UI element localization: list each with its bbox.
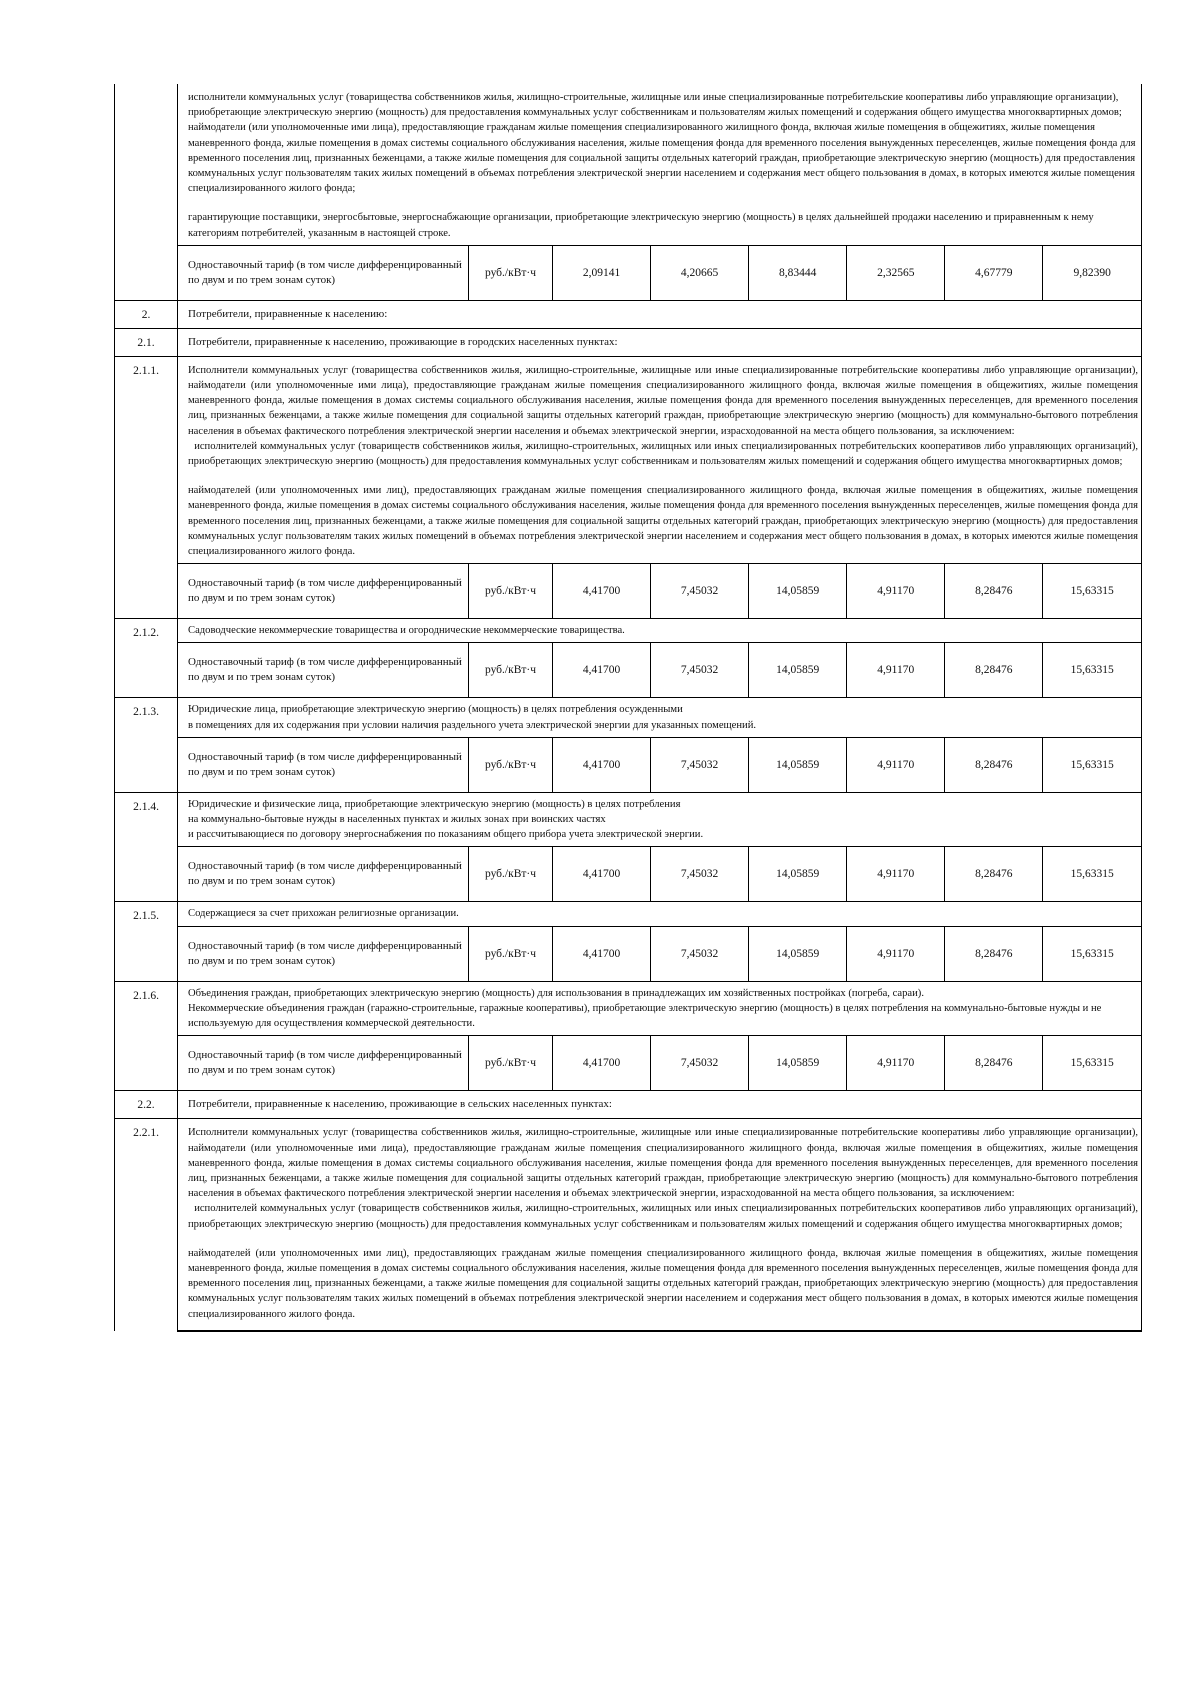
tariff-value: 8,28476	[945, 643, 1043, 698]
tariff-value: 14,05859	[749, 737, 847, 792]
tariff-row	[178, 737, 1141, 792]
tariff-value: 4,91170	[847, 564, 945, 619]
section-title: Потребители, приравненные к населению, проживающие в городских населенных пунктах:	[188, 335, 618, 348]
tariff-row-table	[178, 245, 1141, 300]
item-text	[178, 357, 1141, 563]
item-content	[178, 698, 1142, 792]
tariff-value: 4,91170	[847, 847, 945, 902]
paragraph: исполнителей коммунальных услуг (товариществ собственников жилья, жилищно-строительных, жилищных или иных специализированных потребительских кооперативов либо управляющих организаций), приобретающих электрическую энергию (мощность) для предоставления коммунальных услуг собственникам и пользователям жилых помещений и содержания общего имущества многоквартирных домов;	[188, 1203, 1141, 1230]
tariff-value: 15,63315	[1043, 564, 1141, 619]
section-title: Потребители, приравненные к населению, проживающие в сельских населенных пунктах:	[188, 1098, 612, 1111]
tariff-name: Одноставочный тариф (в том числе дифференцированный по двум и по трем зонам суток)	[178, 1036, 469, 1091]
section-content	[178, 328, 1142, 356]
tariff-value: 8,83444	[749, 245, 847, 300]
tariff-value: 4,41700	[553, 643, 651, 698]
item-text	[178, 698, 1141, 736]
tariff-value: 8,28476	[945, 1036, 1043, 1091]
item-text	[178, 902, 1141, 925]
row-number: 2.	[115, 300, 178, 328]
tariff-value: 9,82390	[1043, 245, 1141, 300]
tariff-document-table	[114, 84, 1142, 1332]
tariff-value: 15,63315	[1043, 643, 1141, 698]
paragraph: наймодателей (или уполномоченных ими лиц), предоставляющих гражданам жилые помещения специализированного жилищного фонда, включая жилые помещения в общежитиях, жилые помещения маневренного фонда, жилые помещения в домах системы социального обслуживания населения, жилые помещения фонда для временного поселения вынужденных переселенцев, жилые помещения фонда для временного поселения лиц, признанных беженцами, а также жилые помещения для социальной защиты отдельных категорий граждан, приобретающих электрическую энергию (мощность) для предоставления коммунальных услуг пользователям таких жилых помещений в объемах потребления электрической энергии населением и содержания мест общего пользования в домах, в которых имеются жилые помещения специализированного жилого фонда.	[188, 485, 1138, 558]
tariff-value: 14,05859	[749, 643, 847, 698]
tariff-unit: руб./кВт·ч	[469, 564, 553, 619]
tariff-value: 7,45032	[651, 643, 749, 698]
paragraph: исполнителей коммунальных услуг (товариществ собственников жилья, жилищно-строительных, жилищных или иных специализированных потребительских кооперативов либо управляющих организаций), приобретающих электрическую энергию (мощность) для предоставления коммунальных услуг собственникам и пользователям жилых помещений и содержания общего имущества многоквартирных домов;	[188, 440, 1141, 468]
item-line: и рассчитывающиеся по договору энергоснабжения по показаниям общего прибора учета электрической энергии.	[188, 829, 704, 841]
tariff-row-table	[178, 563, 1141, 618]
item-row	[115, 356, 1142, 618]
item-content	[178, 619, 1142, 698]
row-number: 2.1.	[115, 328, 178, 356]
item-line: Некоммерческие объединения граждан (гаражно-строительные, гаражные кооперативы), приобретающие электрическую энергию (мощность) в целях потребления на коммунально-бытовые нужды и не используемую для осуществления коммерческой деятельности.	[188, 1002, 1102, 1030]
item-row	[115, 792, 1142, 902]
tariff-value: 7,45032	[651, 926, 749, 981]
paragraph: гарантирующие поставщики, энергосбытовые, энергоснабжающие организации, приобретающие электрическую энергию (мощность) в целях дальнейшей продажи населению и приравненным к нему категориям потребителей, указанным в настоящей строке.	[188, 212, 1094, 239]
tariff-value: 4,67779	[945, 245, 1043, 300]
tariff-value: 15,63315	[1043, 847, 1141, 902]
tariff-value: 4,41700	[553, 926, 651, 981]
item-content	[178, 902, 1142, 981]
item-content	[178, 981, 1142, 1091]
paragraph: Исполнители коммунальных услуг (товарищества собственников жилья, жилищно-строительные, жилищные или иные специализированные потребительские кооперативы либо управляющие организации), наймодатели (или уполномоченные ими лица), предоставляющие гражданам жилые помещения специализированного жилищного фонда, включая жилые помещения в общежитиях, жилые помещения маневренного фонда, жилые помещения в домах системы социального обслуживания населения, жилые помещения фонда для временного поселения вынужденных переселенцев, для временного поселения лиц, признанных беженцами, а также жилые помещения для социальной защиты отдельных категорий граждан, приобретающие электрическую энергию (мощность) для коммунально-бытового потребления населения в объемах фактического потребления электрической энергии населения и объемах электрической энергии, израсходованной на места общего пользования, за исключением:	[188, 1127, 1138, 1200]
tariff-unit: руб./кВт·ч	[469, 926, 553, 981]
tariff-row-table	[178, 846, 1141, 901]
tariff-name: Одноставочный тариф (в том числе дифференцированный по двум и по трем зонам суток)	[178, 926, 469, 981]
tariff-value: 4,20665	[651, 245, 749, 300]
row-number: 2.1.5.	[115, 902, 178, 981]
paragraph: исполнители коммунальных услуг (товарищества собственников жилья, жилищно-строительные, жилищные или иные специализированные потребительские кооперативы либо управляющие организации), приобретающие электрическую энергию (мощность) для предоставления коммунальных услуг собственникам и пользователям жилых помещений и содержания общего имущества многоквартирных домов;	[188, 92, 1122, 119]
paragraph: наймодатели (или уполномоченные ими лица), предоставляющие гражданам жилые помещения специализированного жилищного фонда, включая жилые помещения в общежитиях, жилые помещения маневренного фонда, жилые помещения в домах системы социального обслуживания населения, жилые помещения фонда для временного поселения вынужденных переселенцев, жилые помещения фонда для временного поселения лиц, признанных беженцами, а также жилые помещения для социальной защиты отдельных категорий граждан, приобретающие электрическую энергию (мощность) для предоставления коммунальных услуг пользователям таких жилых помещений в объемах потребления электрической энергии населением и содержания мест общего пользования в домах, в которых имеются жилые помещения специализированного жилого фонда;	[188, 122, 1136, 195]
tariff-value: 4,41700	[553, 564, 651, 619]
tariff-name: Одноставочный тариф (в том числе дифференцированный по двум и по трем зонам суток)	[178, 847, 469, 902]
paragraph: наймодателей (или уполномоченных ими лиц), предоставляющих гражданам жилые помещения специализированного жилищного фонда, включая жилые помещения в общежитиях, жилые помещения маневренного фонда, жилые помещения в домах системы социального обслуживания населения, жилые помещения фонда для временного поселения вынужденных переселенцев, жилые помещения фонда для временного поселения лиц, признанных беженцами, а также жилые помещения для социальной защиты отдельных категорий граждан, приобретающих электрическую энергию (мощность) для предоставления коммунальных услуг пользователям таких жилых помещений в объемах потребления электрической энергии населением и содержания мест общего пользования в домах, в которых имеются жилые помещения специализированного жилого фонда.	[188, 1247, 1138, 1320]
tariff-value: 14,05859	[749, 926, 847, 981]
tariff-value: 4,91170	[847, 1036, 945, 1091]
tariff-value: 2,32565	[847, 245, 945, 300]
item-row	[115, 902, 1142, 981]
paragraph: Исполнители коммунальных услуг (товарищества собственников жилья, жилищно-строительные, жилищные или иные специализированные потребительские кооперативы либо управляющие организации), наймодатели (или уполномоченные ими лица), предоставляющие гражданам жилые помещения специализированного жилищного фонда, включая жилые помещения в общежитиях, жилые помещения маневренного фонда, жилые помещения в домах системы социального обслуживания населения, жилые помещения фонда для временного поселения вынужденных переселенцев, для временного поселения лиц, признанных беженцами, а также жилые помещения для социальной защиты отдельных категорий граждан, приобретающие электрическую энергию (мощность) для коммунально-бытового потребления населения в объемах фактического потребления электрической энергии населения и объемах электрической энергии, израсходованной на места общего пользования, за исключением:	[188, 364, 1138, 437]
section-row	[115, 328, 1142, 356]
item-row	[115, 698, 1142, 792]
item-row	[115, 981, 1142, 1091]
row-number: 2.2.1.	[115, 1119, 178, 1331]
tariff-value: 4,41700	[553, 847, 651, 902]
tariff-value: 7,45032	[651, 1036, 749, 1091]
tariff-value: 4,91170	[847, 737, 945, 792]
tariff-value: 14,05859	[749, 564, 847, 619]
tariff-name: Одноставочный тариф (в том числе дифференцированный по двум и по трем зонам суток)	[178, 643, 469, 698]
section-row	[115, 1091, 1142, 1119]
row-number: 2.1.4.	[115, 792, 178, 902]
section-title: Потребители, приравненные к населению:	[188, 307, 388, 320]
tariff-name: Одноставочный тариф (в том числе дифференцированный по двум и по трем зонам суток)	[178, 245, 469, 300]
item-row	[115, 619, 1142, 698]
tariff-value: 7,45032	[651, 564, 749, 619]
item-line: в помещениях для их содержания при условии наличия раздельного учета электрической энергии для указанных помещений.	[188, 719, 757, 731]
item-text	[178, 982, 1141, 1036]
tariff-value: 8,28476	[945, 847, 1043, 902]
tariff-unit: руб./кВт·ч	[469, 1036, 553, 1091]
tariff-value: 15,63315	[1043, 1036, 1141, 1091]
tariff-row	[178, 847, 1141, 902]
item-line: Объединения граждан, приобретающих электрическую энергию (мощность) для использования в принадлежащих им хозяйственных постройках (погреба, сараи).	[188, 987, 924, 999]
item-text	[178, 793, 1141, 847]
tariff-unit: руб./кВт·ч	[469, 643, 553, 698]
tariff-value: 2,09141	[553, 245, 651, 300]
section-row	[115, 300, 1142, 328]
tariff-value: 4,91170	[847, 643, 945, 698]
row-number: 2.1.6.	[115, 981, 178, 1091]
top-section-row	[115, 84, 1142, 300]
tariff-row	[178, 245, 1141, 300]
row-number: 2.1.1.	[115, 356, 178, 618]
top-section-text	[178, 84, 1141, 245]
row-number: 2.2.	[115, 1091, 178, 1119]
tariff-value: 15,63315	[1043, 926, 1141, 981]
item-line: Юридические и физические лица, приобретающие электрическую энергию (мощность) в целях потребления	[188, 798, 681, 810]
tariff-row-table	[178, 1035, 1141, 1090]
tariff-value: 4,41700	[553, 737, 651, 792]
item-content	[178, 356, 1142, 618]
tariff-row-table	[178, 642, 1141, 697]
tariff-row	[178, 926, 1141, 981]
section-content	[178, 300, 1142, 328]
item-line: Садоводческие некоммерческие товарищества и огороднические некоммерческие товарищества.	[188, 625, 625, 637]
tariff-row-table	[178, 737, 1141, 792]
tariff-unit: руб./кВт·ч	[469, 847, 553, 902]
tariff-name: Одноставочный тариф (в том числе дифференцированный по двум и по трем зонам суток)	[178, 564, 469, 619]
tariff-value: 7,45032	[651, 847, 749, 902]
tariff-unit: руб./кВт·ч	[469, 245, 553, 300]
row-number-empty	[115, 84, 178, 300]
tariff-value: 15,63315	[1043, 737, 1141, 792]
tariff-value: 4,91170	[847, 926, 945, 981]
row-number: 2.1.3.	[115, 698, 178, 792]
item-row	[115, 1119, 1142, 1331]
top-section-content	[178, 84, 1142, 300]
item-text	[178, 1119, 1141, 1329]
tariff-value: 14,05859	[749, 847, 847, 902]
section-content	[178, 1091, 1142, 1119]
tariff-row	[178, 564, 1141, 619]
tariff-name: Одноставочный тариф (в том числе дифференцированный по двум и по трем зонам суток)	[178, 737, 469, 792]
item-line: Содержащиеся за счет прихожан религиозные организации.	[188, 908, 459, 920]
item-content	[178, 1119, 1142, 1331]
tariff-row	[178, 1036, 1141, 1091]
tariff-row-table	[178, 926, 1141, 981]
tariff-value: 7,45032	[651, 737, 749, 792]
tariff-value: 8,28476	[945, 737, 1043, 792]
tariff-row	[178, 643, 1141, 698]
tariff-value: 8,28476	[945, 926, 1043, 981]
tariff-value: 8,28476	[945, 564, 1043, 619]
item-line: на коммунально-бытовые нужды в населенных пунктах и жилых зонах при воинских частях	[188, 814, 606, 826]
item-content	[178, 792, 1142, 902]
item-line: Юридические лица, приобретающие электрическую энергию (мощность) в целях потребления осужденными	[188, 704, 683, 716]
row-number: 2.1.2.	[115, 619, 178, 698]
item-text	[178, 619, 1141, 642]
tariff-value: 4,41700	[553, 1036, 651, 1091]
tariff-unit: руб./кВт·ч	[469, 737, 553, 792]
tariff-value: 14,05859	[749, 1036, 847, 1091]
